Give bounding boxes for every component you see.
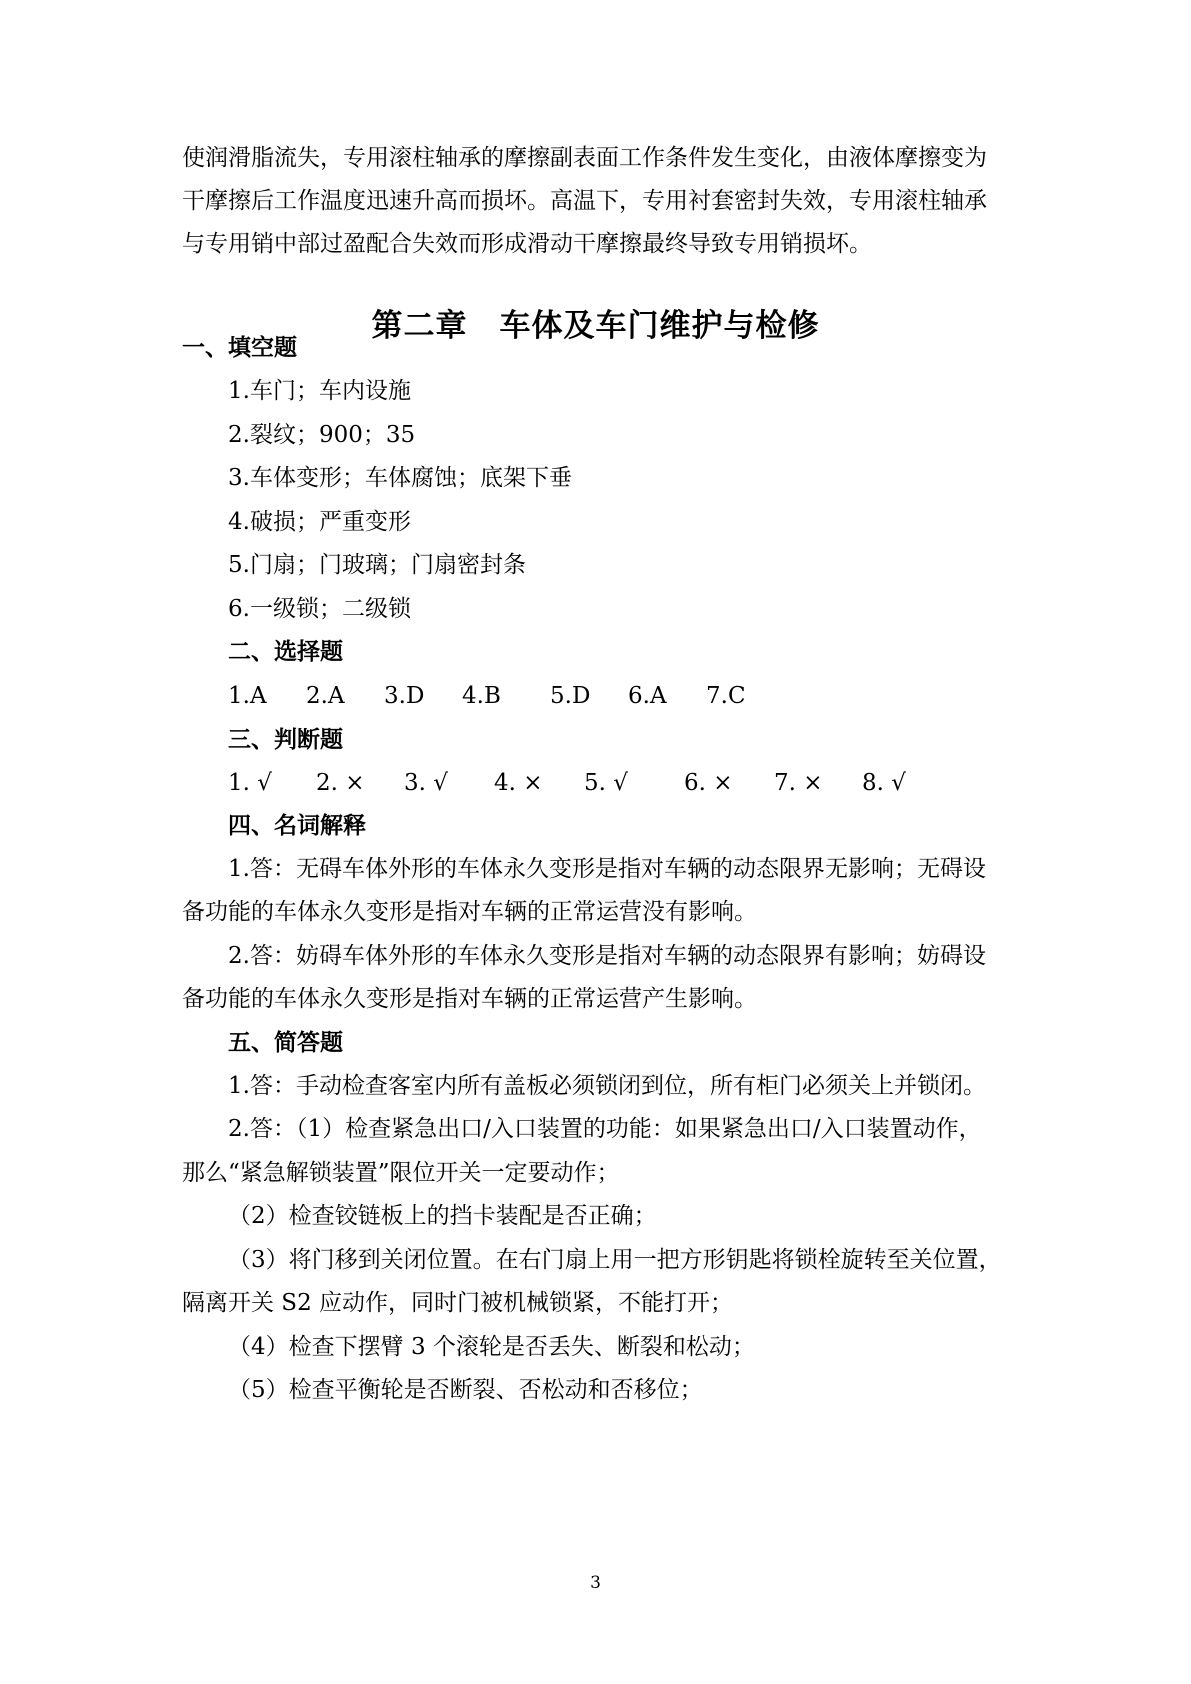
term-answer-1-line-2: 备功能的车体永久变形是指对车辆的正常运营没有影响。 [182,899,757,925]
choice-answer: 5.D [550,683,591,709]
true-false-answer: 8. √ [862,770,906,796]
choice-answer: 4.B [462,683,501,709]
intro-line-2: 干摩擦后工作温度迅速升高而损坏。高温下，专用衬套密封失效，专用滚柱轴承 [182,188,987,214]
short-answer-2-line-2: 那么“紧急解锁装置”限位开关一定要动作； [182,1160,620,1186]
intro-line-1: 使润滑脂流失，专用滚柱轴承的摩擦副表面工作条件发生变化，由液体摩擦变为 [182,145,987,171]
term-answer-2-line-1: 2.答：妨碍车体外形的车体永久变形是指对车辆的动态限界有影响；妨碍设 [228,943,986,969]
true-false-answer: 1. √ [228,770,272,796]
section-heading-choice: 二、选择题 [228,639,343,665]
section-heading-short-answer: 五、简答题 [228,1030,343,1056]
short-answer-2-point-3-line-2: 隔离开关 S2 应动作，同时门被机械锁紧，不能打开； [182,1290,734,1316]
section-heading-true-false: 三、判断题 [228,727,343,753]
short-answer-1: 1.答：手动检查客室内所有盖板必须锁闭到位，所有柜门必须关上并锁闭。 [228,1073,986,1099]
term-answer-2-line-2: 备功能的车体永久变形是指对车辆的正常运营产生影响。 [182,986,757,1012]
true-false-answer: 3. √ [404,770,448,796]
term-answer-1-line-1: 1.答：无碍车体外形的车体永久变形是指对车辆的动态限界无影响；无碍设 [228,856,986,882]
chapter-title: 第二章 车体及车门维护与检修 [371,308,820,344]
section-heading-terms: 四、名词解释 [228,813,366,839]
fill-blank-item-4: 4.破损；严重变形 [228,509,411,535]
true-false-answer: 6. × [684,770,733,796]
fill-blank-item-1: 1.车门；车内设施 [228,378,411,404]
page-number: 3 [590,1573,601,1593]
short-answer-2-point-2: （2）检查铰链板上的挡卡装配是否正确； [228,1203,657,1229]
fill-blank-item-6: 6.一级锁；二级锁 [228,596,411,622]
section-heading-fill-blank: 一、填空题 [182,335,297,361]
short-answer-2-point-3-line-1: （3）将门移到关闭位置。在右门扇上用一把方形钥匙将锁栓旋转至关位置， [228,1247,1002,1273]
choice-answer: 3.D [384,683,425,709]
choice-answer: 6.A [628,683,667,709]
choice-answer: 7.C [706,683,746,709]
choice-answer: 1.A [228,683,267,709]
fill-blank-item-3: 3.车体变形；车体腐蚀；底架下垂 [228,465,572,491]
true-false-answer: 7. × [774,770,823,796]
fill-blank-item-2: 2.裂纹；900；35 [228,422,416,448]
intro-line-3: 与专用销中部过盈配合失效而形成滑动干摩擦最终导致专用销损坏。 [182,231,872,257]
short-answer-2-point-5: （5）检查平衡轮是否断裂、否松动和否移位； [228,1377,703,1403]
short-answer-2-point-4: （4）检查下摆臂 3 个滚轮是否丢失、断裂和松动； [228,1334,755,1360]
choice-answer: 2.A [306,683,345,709]
fill-blank-item-5: 5.门扇；门玻璃；门扇密封条 [228,552,526,578]
true-false-answer: 5. √ [584,770,628,796]
short-answer-2-line-1: 2.答：（1）检查紧急出口/入口装置的功能：如果紧急出口/入口装置动作， [228,1116,982,1142]
true-false-answer: 4. × [494,770,543,796]
true-false-answer: 2. × [316,770,365,796]
